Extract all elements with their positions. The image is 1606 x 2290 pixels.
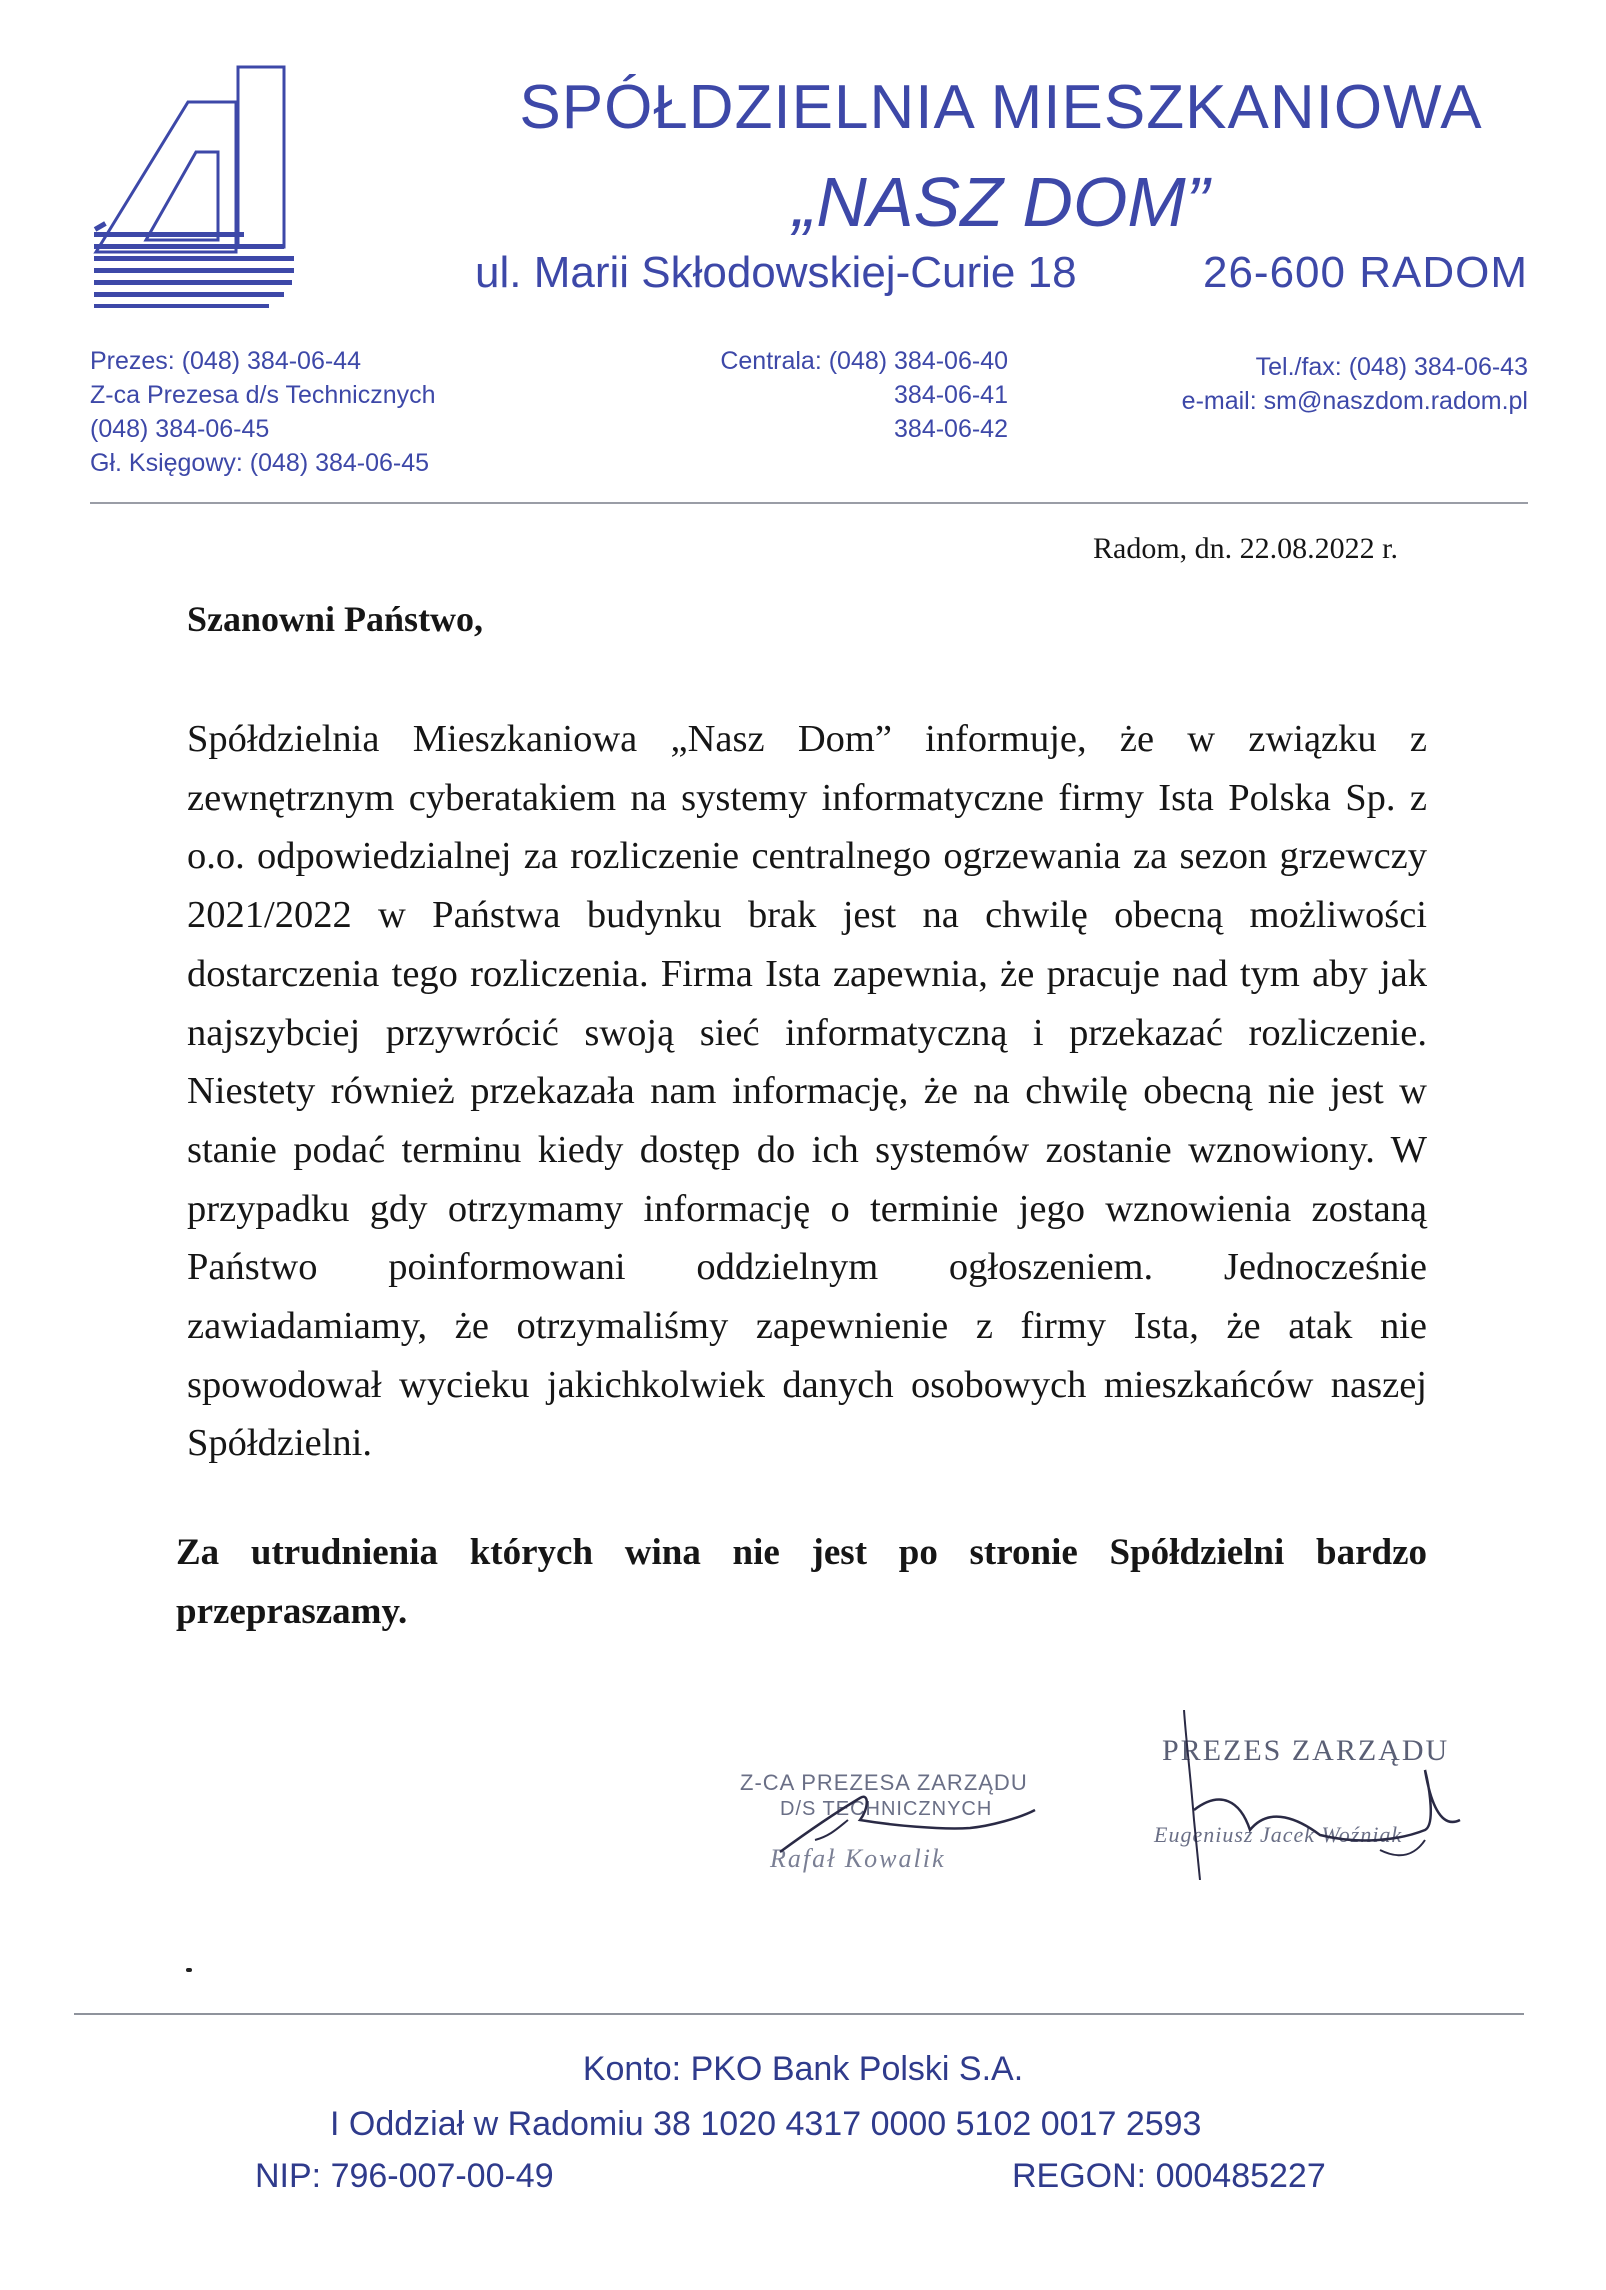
letter-closing: Za utrudnienia których wina nie jest po stronie Spółdzielni bardzo przepraszamy. (176, 1532, 1427, 1632)
salutation: Szanowni Państwo, (187, 599, 484, 639)
footer-bank-account: I Oddział w Radomiu 38 1020 4317 0000 5102 0017 2593 (330, 2105, 1202, 2143)
contacts-left (90, 344, 436, 480)
contact-line: Z-ca Prezesa d/s Technicznych (90, 381, 436, 409)
letter-body: Spółdzielnia Mieszkaniowa „Nasz Dom” informuje, że w związku z zewnętrznym cyberatakiem na systemy informatyczne firmy Ista Polska Sp. z o.o. odpowiedzialnej za rozliczenie centralnego ogrzewania za sezon grzewczy 2021/2022 w Państwa budynku brak jest na chwilę obecną możliwości dostarczenia tego rozliczenia. Firma Ista zapewnia, że pracuje nad tym aby jak najszybciej przywrócić swoją sieć informatyczną i przekazać rozliczenie. Niestety również przekazała nam informację, że na chwilę obecną nie jest w stanie podać terminu kiedy dostęp do ich systemów zostanie wznowiony. W przypadku gdy otrzymamy informację o terminie jego wznowienia zostaną Państwo poinformowani oddzielnym ogłoszeniem. Jednocześnie zawiadamiamy, że otrzymaliśmy zapewnienie z firmy Ista, że atak nie spowodował wycieku jakichkolwiek danych osobowych mieszkańców naszej Spółdzielni. (187, 718, 1427, 1465)
org-subtitle: „NASZ DOM” (792, 163, 1210, 241)
header-divider (90, 502, 1528, 504)
city-postcode: 26-600 RADOM (1202, 248, 1528, 297)
cooperative-logo (88, 62, 308, 312)
contact-line: 384-06-41 (894, 381, 1008, 409)
deputy-name: Rafał Kowalik (770, 1844, 946, 1873)
deputy-signature-stamp (720, 1770, 1060, 1900)
deputy-signature-scribble (720, 1770, 1060, 1900)
scan-speck (186, 1968, 192, 1972)
deputy-stamp-title: Z-CA PREZESA ZARZĄDU (740, 1770, 1028, 1795)
footer-divider (74, 2013, 1524, 2015)
footer-nip: NIP: 796-007-00-49 (255, 2157, 554, 2195)
letter-date: Radom, dn. 22.08.2022 r. (1093, 532, 1398, 565)
contact-email[interactable]: e-mail: sm@naszdom.radom.pl (1181, 387, 1528, 415)
street-address: ul. Marii Skłodowskiej-Curie 18 (475, 248, 1077, 297)
contact-line: Centrala: (048) 384-06-40 (720, 347, 1008, 375)
footer-konto: Konto: PKO Bank Polski S.A. (582, 2050, 1024, 2088)
contacts-right (1182, 350, 1528, 418)
contact-line: Prezes: (048) 384-06-44 (90, 347, 361, 375)
president-signature-scribble (1130, 1710, 1570, 1880)
contacts-center (688, 344, 1008, 446)
president-signature-stamp (1130, 1710, 1570, 1880)
contact-line: Gł. Księgowy: (048) 384-06-45 (90, 449, 430, 477)
president-name: Eugeniusz Jacek Woźniak (1154, 1822, 1403, 1847)
deputy-stamp-subtitle: D/S TECHNICZNYCH (780, 1798, 993, 1820)
president-stamp-title: PREZES ZARZĄDU (1162, 1734, 1450, 1767)
footer-regon: REGON: 000485227 (1012, 2157, 1326, 2195)
contact-line: Tel./fax: (048) 384-06-43 (1255, 353, 1528, 381)
contact-line: (048) 384-06-45 (90, 415, 270, 443)
contact-line: 384-06-42 (894, 415, 1008, 443)
org-name: SPÓŁDZIELNIA MIESZKANIOWA (519, 73, 1483, 142)
